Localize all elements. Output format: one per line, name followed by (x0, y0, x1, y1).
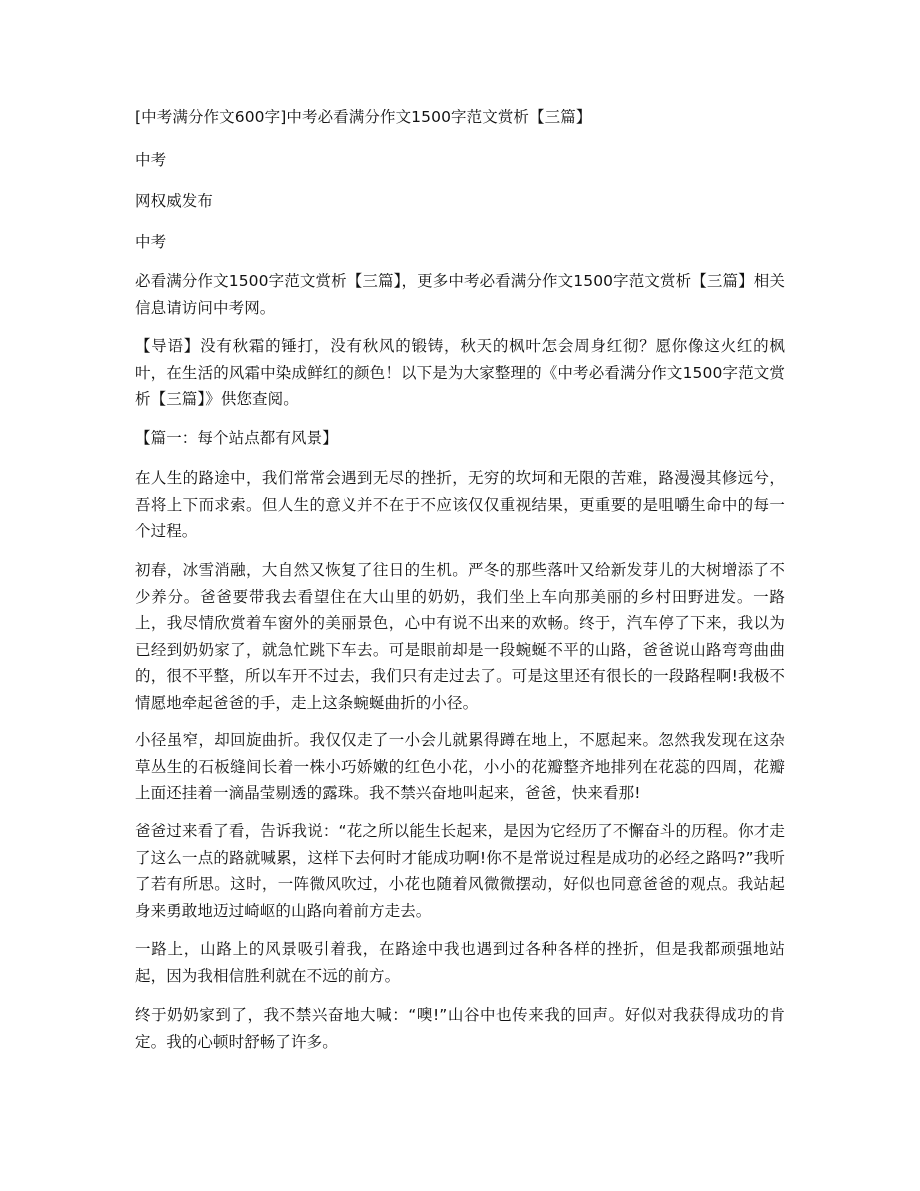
essay-paragraph-1: 在人生的路途中，我们常常会遇到无尽的挫折，无穷的坎坷和无限的苦难，路漫漫其修远兮，吾将上下而求索。但人生的意义并不在于不应该仅仅重视结果，更重要的是咀嚼生命中的每一个过程。 (135, 469, 785, 540)
source-line-1: 中考 (135, 151, 167, 169)
section-heading: 【篇一：每个站点都有风景】 (135, 429, 338, 447)
essay-paragraph-3: 小径虽窄，却回旋曲折。我仅仅走了一小会儿就累得蹲在地上，不愿起来。忽然我发现在这杂草丛生的石板缝间长着一株小巧娇嫩的红色小花，小小的花瓣整齐地排列在花蕊的四周，花瓣上面还挂着一滴晶莹剔透的露珠。我不禁兴奋地叫起来，爸爸，快来看那! (135, 731, 785, 802)
essay-paragraph-4: 爸爸过来看了看，告诉我说：“花之所以能生长起来，是因为它经历了不懈奋斗的历程。你才走了这么一点的路就喊累，这样下去何时才能成功啊!你不是常说过程是成功的必经之路吗?”我听了若有所思。这时，一阵微风吹过，小花也随着风微微摆动，好似也同意爸爸的观点。我站起身来勇敢地迈过崎岖的山路向着前方走去。 (135, 822, 785, 920)
source-line-2: 网权威发布 (135, 192, 214, 210)
source-line-3: 中考 (135, 233, 167, 251)
document-title: [中考满分作文600字]中考必看满分作文1500字范文赏析【三篇】 (135, 108, 592, 126)
intro-paragraph: 必看满分作文1500字范文赏析【三篇】，更多中考必看满分作文1500字范文赏析【三篇】相关信息请访问中考网。 (135, 272, 785, 317)
guide-paragraph: 【导语】没有秋霜的锤打，没有秋风的锻铸，秋天的枫叶怎会周身红彻？愿你像这火红的枫叶，在生活的风霜中染成鲜红的颜色！以下是为大家整理的《中考必看满分作文1500字范文赏析【三篇】》供您查阅。 (135, 337, 785, 408)
essay-paragraph-5: 一路上，山路上的风景吸引着我，在路途中我也遇到过各种各样的挫折，但是我都顽强地站起，因为我相信胜利就在不远的前方。 (135, 940, 785, 985)
essay-paragraph-6: 终于奶奶家到了，我不禁兴奋地大喊：“噢!”山谷中也传来我的回声。好似对我获得成功的肯定。我的心顿时舒畅了许多。 (135, 1006, 785, 1051)
essay-paragraph-2: 初春，冰雪消融，大自然又恢复了往日的生机。严冬的那些落叶又给新发芽儿的大树增添了不少养分。爸爸要带我去看望住在大山里的奶奶，我们坐上车向那美丽的乡村田野进发。一路上，我尽情欣赏着车窗外的美丽景色，心中有说不出来的欢畅。终于，汽车停了下来，我以为已经到奶奶家了，就急忙跳下车去。可是眼前却是一段蜿蜒不平的山路，爸爸说山路弯弯曲曲的，很不平整，所以车开不过去，我们只有走过去了。可是这里还有很长的一段路程啊!我极不情愿地牵起爸爸的手，走上这条蜿蜒曲折的小径。 (135, 561, 785, 712)
